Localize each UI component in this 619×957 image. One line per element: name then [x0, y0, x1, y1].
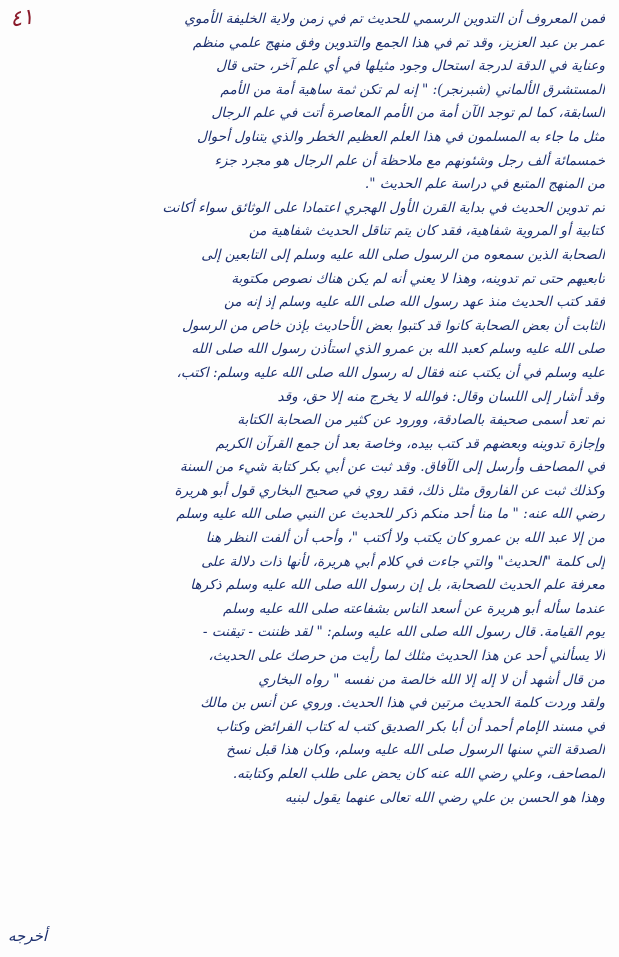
text-line: وإجازة تدوينه وبعضهم قد كتب بيده، وخاصة بعد أن جمع القرآن الكريم: [215, 435, 605, 452]
text-line: من إلا عبد الله بن عمرو كان يكتب ولا أكتب "، وأحب أن ألفت النظر هنا: [205, 530, 605, 547]
text-line: من قال أشهد أن لا إله إلا الله خالصة من نفسه " رواه البخاري: [258, 671, 605, 688]
text-line: وقد أشار إلى اللسان وقال: فوالله لا يخرج منه إلا حق، وقد: [277, 388, 605, 405]
text-line: فمن المعروف أن التدوين الرسمي للحديث تم في زمن ولاية الخليفة الأموي: [184, 11, 605, 27]
text-line: من المنهج المتبع في دراسة علم الحديث ".: [364, 176, 605, 193]
text-line: وهذا هو الحسن بن علي رضي الله تعالى عنهما يقول لبنيه: [284, 789, 605, 806]
text-line: الثابت أن بعض الصحابة كانوا قد كتبوا بعض الأحاديث بإذن خاص من الرسول: [182, 317, 605, 334]
text-line: كتابية أو المروية شفاهية، فقد كان يتم تناقل الحديث شفاهية من: [248, 223, 605, 240]
text-line: تم تدوين الحديث في بداية القرن الأول الهجري اعتمادا على الوثائق سواء أكانت: [162, 199, 605, 216]
text-line: صلى الله عليه وسلم كعبد الله بن عمرو الذي استأذن رسول الله صلى الله: [191, 341, 605, 358]
text-line: معرفة علم الحديث للصحابة، بل إن رسول الله صلى الله عليه وسلم ذكرها: [190, 577, 605, 594]
text-line: ولقد وردت كلمة الحديث مرتين في هذا الحديث. وروي عن أنس بن مالك: [200, 695, 605, 712]
text-line: السابقة، كما لم توجد الآن أمة من الأمم المعاصرة أتت في علم الرجال: [211, 105, 605, 122]
text-line: خمسمائة ألف رجل وشئونهم مع ملاحظة أن علم الرجال هو مجرد جزء: [214, 152, 605, 169]
text-line: في المصاحف وأرسل إلى الآفاق. وقد ثبت عن أبي بكر كتابة شيء من السنة: [179, 459, 605, 476]
handwritten-text-block: [12, 8, 605, 810]
footer-catchword: أخرجه: [8, 927, 48, 945]
text-line: تابعيهم حتى تم تدوينه، وهذا لا يعني أنه لم يكن هناك نصوص مكتوبة: [231, 270, 605, 287]
text-line: يوم القيامة. قال رسول الله صلى الله عليه وسلم: " لقد ظننت - تيقنت -: [202, 624, 605, 641]
text-line: وكذلك ثبت عن الفاروق مثل ذلك، فقد روي في صحيح البخاري قول أبو هريرة: [174, 482, 605, 499]
text-line: الصحابة الذين سمعوه من الرسول صلى الله عليه وسلم إلى التابعين إلى: [201, 246, 605, 263]
page-number: ٤١: [8, 4, 36, 33]
text-line: عمر بن عبد العزيز، وقد تم في هذا الجمع والتدوين وفق منهج علمي منظم: [192, 34, 605, 51]
text-line: فقد كتب الحديث منذ عهد رسول الله صلى الله عليه وسلم إذ إنه من: [223, 294, 605, 311]
text-line: المستشرق الألماني (شبرنجر): " إنه لم تكن ثمة ساهية أمة من الأمم: [220, 81, 605, 98]
text-line: ألا يسألني أحد عن هذا الحديث مثلك لما رأيت من حرصك على الحديث،: [208, 648, 605, 665]
text-line: عندما سأله أبو هريرة عن أسعد الناس بشفاعته صلى الله عليه وسلم: [222, 600, 605, 617]
text-line: عليه وسلم في أن يكتب عنه فقال له رسول الله صلى الله عليه وسلم: اكتب،: [176, 364, 605, 381]
text-line: رضي الله عنه: " ما منا أحد منكم ذكر للحديث عن النبي صلى الله عليه وسلم: [176, 506, 605, 523]
text-line: إلى كلمة "الحديث" والتي جاءت في كلام أبي هريرة، لأنها ذات دلالة على: [201, 553, 605, 570]
text-line: الصدقة التي سنها الرسول صلى الله عليه وسلم، وكان هذا قبل نسخ: [226, 742, 605, 759]
text-line: المصاحف، وعلي رضي الله عنه كان يحض على طلب العلم وكتابته.: [232, 766, 605, 782]
text-line: مثل ما جاء به المسلمون في هذا العلم العظيم الخطر والذي يتناول أحوال: [197, 128, 605, 145]
text-line: تم تعد أسمى صحيفة بالصادقة، وورود عن كثير من الصحابة الكتابة: [237, 412, 605, 429]
text-line: في مسند الإمام أحمد أن أبا بكر الصديق كتب له كتاب الفرائض وكتاب: [215, 718, 605, 735]
text-line: وعناية في الدقة لدرجة استحال وجود مثيلها في أي علم آخر، حتى قال: [216, 58, 605, 75]
